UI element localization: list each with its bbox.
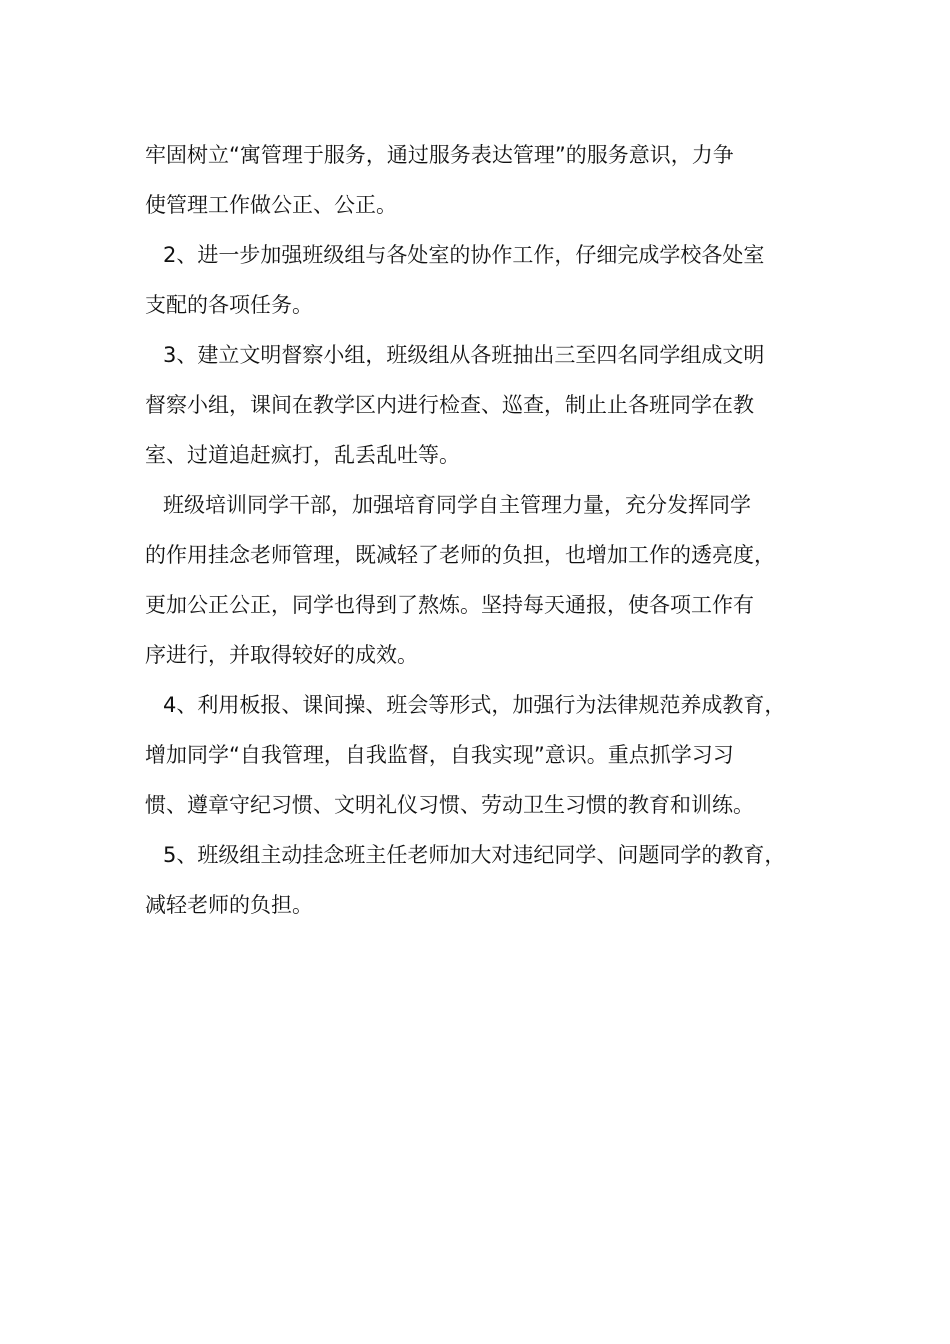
text-line: 惯、遵章守纪习惯、文明礼仪习惯、劳动卫生习惯的教育和训练。 xyxy=(145,793,754,817)
text-line: 减轻老师的负担。 xyxy=(145,893,313,917)
paragraph-service-awareness xyxy=(145,130,825,230)
text-line: 的作用挂念老师管理，既减轻了老师的负担，也增加工作的透亮度， xyxy=(145,543,775,567)
text-line: 支配的各项任务。 xyxy=(145,293,313,317)
paragraph-item-3 xyxy=(145,330,825,480)
document-body xyxy=(145,130,825,930)
paragraph-item-2 xyxy=(145,230,825,330)
text-line: 2、进一步加强班级组与各处室的协作工作，仔细完成学校各处室 xyxy=(163,243,765,267)
text-line: 牢固树立“寓管理于服务，通过服务表达管理”的服务意识，力争 xyxy=(145,143,734,167)
text-line: 5、班级组主动挂念班主任老师加大对违纪同学、问题同学的教育， xyxy=(163,843,786,867)
text-line: 更加公正公正，同学也得到了熬炼。坚持每天通报，使各项工作有 xyxy=(145,593,754,617)
text-line: 3、建立文明督察小组，班级组从各班抽出三至四名同学组成文明 xyxy=(163,343,765,367)
text-line: 督察小组，课间在教学区内进行检查、巡查，制止止各班同学在教 xyxy=(145,393,754,417)
paragraph-item-4 xyxy=(145,680,825,830)
paragraph-student-cadres xyxy=(145,480,825,680)
text-line: 增加同学“自我管理，自我监督，自我实现”意识。重点抓学习习 xyxy=(145,743,734,767)
text-line: 4、利用板报、课间操、班会等形式，加强行为法律规范养成教育， xyxy=(163,693,786,717)
text-line: 使管理工作做公正、公正。 xyxy=(145,193,397,217)
text-line: 班级培训同学干部，加强培育同学自主管理力量，充分发挥同学 xyxy=(163,493,751,517)
text-line: 序进行，并取得较好的成效。 xyxy=(145,643,418,667)
paragraph-item-5 xyxy=(145,830,825,930)
text-line: 室、过道追赶疯打，乱丢乱吐等。 xyxy=(145,443,460,467)
